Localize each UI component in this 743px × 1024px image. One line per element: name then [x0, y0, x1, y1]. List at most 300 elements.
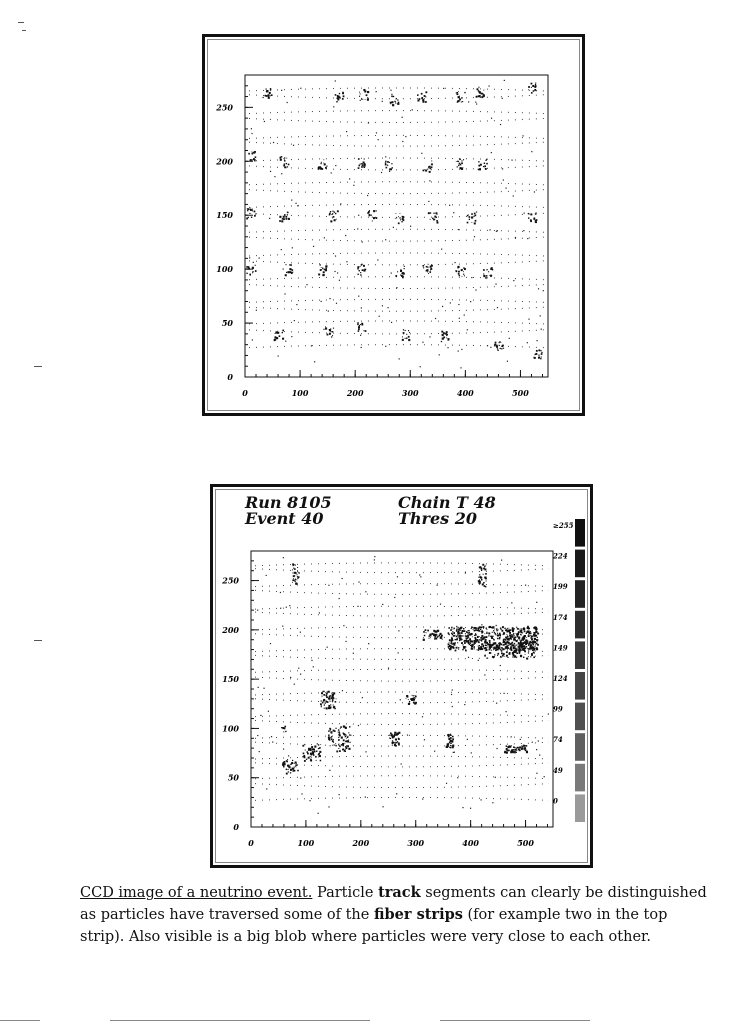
hit-pixel	[358, 330, 360, 332]
hit-pixel	[488, 271, 489, 272]
hit-pixel	[528, 644, 530, 646]
hit-pixel	[490, 268, 492, 270]
hit-pixel	[323, 329, 324, 330]
hit-pixel	[297, 574, 298, 575]
hit-pixel	[436, 634, 437, 635]
hit-pixel	[488, 632, 490, 634]
hit-pixel	[522, 628, 523, 629]
noise-pixel	[400, 699, 401, 700]
hit-pixel	[331, 693, 332, 694]
noise-pixel	[540, 350, 541, 351]
hit-pixel	[396, 734, 398, 736]
hit-pixel	[318, 274, 320, 276]
hit-pixel	[455, 635, 456, 636]
noise-pixel	[423, 267, 424, 268]
hit-pixel	[413, 700, 414, 701]
hit-pixel	[485, 645, 486, 646]
hit-pixel	[282, 332, 283, 333]
hit-pixel	[484, 585, 485, 586]
noise-pixel	[297, 205, 298, 206]
noise-pixel	[345, 235, 346, 236]
hit-pixel	[539, 349, 541, 351]
hit-pixel	[516, 627, 517, 628]
hit-pixel	[497, 633, 498, 634]
noise-pixel	[313, 246, 314, 247]
hit-pixel	[391, 96, 393, 98]
hit-pixel	[499, 647, 500, 648]
hit-pixel	[523, 648, 525, 650]
hit-pixel	[461, 630, 463, 632]
noise-pixel	[420, 366, 421, 367]
hit-pixel	[479, 168, 481, 170]
noise-pixel	[376, 132, 377, 133]
hit-pixel	[425, 101, 427, 103]
hit-pixel	[310, 753, 312, 755]
hit-pixel	[395, 103, 396, 104]
hit-pixel	[328, 691, 330, 693]
hit-pixel	[330, 328, 331, 329]
hit-pixel	[288, 164, 290, 166]
hit-pixel	[449, 639, 451, 641]
hit-pixel	[396, 742, 397, 743]
noise-pixel	[507, 361, 508, 362]
hit-pixel	[339, 97, 341, 99]
hit-pixel	[485, 168, 487, 170]
hit-pixel	[529, 643, 531, 645]
hit-pixel	[406, 698, 407, 699]
noise-pixel	[461, 349, 462, 350]
hit-pixel	[459, 275, 461, 277]
noise-pixel	[480, 799, 481, 800]
noise-pixel	[301, 793, 302, 794]
hit-pixel	[483, 574, 484, 575]
hit-pixel	[457, 627, 458, 628]
hit-pixel	[535, 641, 536, 642]
hit-pixel	[508, 638, 510, 640]
hit-pixel	[376, 217, 377, 218]
hit-pixel	[505, 639, 506, 640]
hit-pixel	[485, 565, 486, 566]
hit-pixel	[461, 637, 462, 638]
hit-pixel	[476, 641, 477, 642]
hit-pixel	[292, 563, 294, 565]
hit-pixel	[521, 747, 522, 748]
hit-pixel	[471, 216, 473, 218]
hit-pixel	[507, 752, 508, 753]
hit-pixel	[453, 635, 455, 637]
noise-pixel	[481, 624, 482, 625]
hit-pixel	[491, 627, 492, 628]
hit-pixel	[503, 639, 505, 641]
y-tick-label: 0	[227, 372, 233, 382]
hit-pixel	[476, 96, 478, 98]
noise-pixel	[536, 340, 537, 341]
fiber-strip-row	[255, 563, 549, 566]
noise-pixel	[328, 806, 329, 807]
hit-pixel	[523, 645, 525, 647]
hit-pixel	[465, 635, 466, 636]
hit-pixel	[284, 214, 286, 216]
noise-pixel	[251, 133, 252, 134]
hit-pixel	[511, 638, 512, 639]
hit-pixel	[439, 634, 440, 635]
hit-pixel	[531, 653, 533, 655]
noise-pixel	[358, 215, 359, 216]
hit-pixel	[250, 213, 251, 214]
hit-pixel	[247, 266, 249, 268]
hit-pixel	[286, 769, 287, 770]
hit-pixel	[507, 632, 508, 633]
hit-pixel	[290, 772, 291, 773]
hit-pixel	[489, 275, 490, 276]
hit-pixel	[518, 749, 519, 750]
hit-pixel	[481, 579, 483, 581]
hit-pixel	[450, 629, 452, 631]
hit-pixel	[478, 630, 479, 631]
hit-pixel	[284, 763, 285, 764]
hit-pixel	[533, 90, 535, 92]
color-scale-swatch	[575, 672, 585, 700]
hit-pixel	[376, 210, 377, 211]
noise-pixel	[396, 793, 397, 794]
hit-pixel	[455, 270, 456, 271]
hit-pixel	[292, 569, 293, 570]
hit-pixel	[452, 738, 454, 740]
hit-pixel	[327, 691, 328, 692]
hit-pixel	[474, 635, 475, 636]
hit-pixel	[486, 275, 487, 276]
x-tick-label: 500	[517, 838, 534, 848]
hit-pixel	[465, 633, 466, 634]
hit-pixel	[310, 758, 311, 759]
hit-pixel	[523, 627, 524, 628]
noise-pixel	[460, 367, 461, 368]
hit-pixel	[526, 658, 528, 660]
hit-pixel	[357, 274, 358, 275]
hit-pixel	[500, 656, 501, 657]
hit-pixel	[448, 646, 450, 648]
hit-pixel	[462, 276, 463, 277]
hit-pixel	[456, 638, 458, 640]
noise-pixel	[299, 572, 300, 573]
hit-pixel	[360, 163, 361, 164]
hit-pixel	[271, 94, 273, 96]
noise-pixel	[476, 103, 477, 104]
hit-pixel	[357, 268, 358, 269]
noise-pixel	[505, 711, 506, 712]
hit-pixel	[246, 266, 247, 267]
scan-mark	[34, 366, 42, 367]
hit-pixel	[336, 101, 337, 102]
color-scale-swatch	[575, 580, 585, 608]
hit-pixel	[291, 264, 292, 265]
hit-pixel	[251, 151, 252, 152]
hit-pixel	[344, 750, 346, 752]
hit-pixel	[330, 704, 331, 705]
noise-pixel	[548, 713, 549, 714]
noise-pixel	[541, 329, 542, 330]
hit-pixel	[335, 701, 337, 703]
hit-pixel	[454, 642, 455, 643]
hit-pixel	[535, 82, 536, 83]
hit-pixel	[321, 162, 322, 163]
hit-pixel	[367, 97, 368, 98]
hit-pixel	[320, 760, 321, 761]
hit-pixel	[412, 695, 413, 696]
hit-pixel	[478, 649, 479, 650]
hit-pixel	[461, 269, 463, 271]
hit-pixel	[328, 730, 329, 731]
hit-pixel	[385, 164, 387, 166]
y-tick-label: 50	[221, 318, 233, 329]
hit-pixel	[395, 275, 397, 277]
hit-pixel	[284, 728, 286, 730]
noise-pixel	[281, 173, 282, 174]
noise-pixel	[421, 153, 422, 154]
hit-pixel	[449, 747, 450, 748]
hit-pixel	[357, 266, 359, 268]
noise-pixel	[357, 606, 358, 607]
noise-pixel	[379, 316, 380, 317]
hit-pixel	[322, 696, 323, 697]
hit-pixel	[428, 264, 429, 265]
noise-pixel	[331, 172, 332, 173]
noise-pixel	[362, 697, 363, 698]
hit-pixel	[313, 754, 314, 755]
noise-pixel	[272, 741, 273, 742]
hit-pixel	[253, 152, 255, 154]
hit-pixel	[248, 153, 250, 155]
hit-pixel	[345, 747, 347, 749]
fiber-strip-row	[249, 321, 544, 324]
noise-pixel	[342, 690, 343, 691]
hit-pixel	[359, 325, 360, 326]
hit-pixel	[530, 632, 531, 633]
hit-pixel	[474, 637, 476, 639]
hit-pixel	[404, 268, 405, 269]
color-scale-swatch	[575, 550, 585, 578]
hit-pixel	[490, 636, 491, 637]
hit-pixel	[510, 746, 512, 748]
hit-pixel	[517, 747, 519, 749]
hit-pixel	[419, 98, 420, 99]
hit-pixel	[446, 331, 448, 333]
hit-pixel	[516, 657, 517, 658]
hit-pixel	[537, 644, 539, 646]
hit-pixel	[397, 99, 398, 100]
hit-pixel	[329, 695, 331, 697]
hit-pixel	[400, 213, 401, 214]
hit-pixel	[459, 158, 461, 160]
hit-pixel	[277, 332, 279, 334]
hit-pixel	[422, 99, 424, 101]
noise-pixel	[429, 180, 430, 181]
hit-pixel	[323, 699, 325, 701]
noise-pixel	[422, 798, 423, 799]
hit-pixel	[359, 92, 360, 93]
hit-pixel	[532, 638, 533, 639]
hit-pixel	[287, 214, 288, 215]
hit-pixel	[484, 636, 486, 638]
hit-pixel	[441, 341, 442, 342]
noise-pixel	[478, 660, 479, 661]
noise-pixel	[536, 773, 537, 774]
hit-pixel	[480, 629, 481, 630]
noise-pixel	[513, 280, 514, 281]
hit-pixel	[328, 705, 330, 707]
hit-pixel	[324, 708, 325, 709]
hit-pixel	[255, 270, 257, 272]
hit-pixel	[516, 634, 517, 635]
hit-pixel	[457, 634, 458, 635]
hit-pixel	[329, 213, 331, 215]
hit-pixel	[439, 635, 440, 636]
hit-pixel	[338, 744, 339, 745]
noise-pixel	[313, 666, 314, 667]
hit-pixel	[409, 332, 410, 333]
hit-pixel	[458, 271, 460, 273]
noise-pixel	[358, 725, 359, 726]
fiber-strip-row	[249, 204, 544, 207]
hit-pixel	[520, 641, 521, 642]
hit-pixel	[520, 628, 521, 629]
hit-pixel	[323, 163, 324, 164]
hit-pixel	[536, 647, 538, 649]
hit-pixel	[485, 586, 486, 587]
noise-pixel	[462, 101, 463, 102]
hit-pixel	[427, 267, 428, 268]
hit-pixel	[294, 564, 295, 565]
hit-pixel	[332, 699, 334, 701]
noise-pixel	[324, 237, 325, 238]
hit-pixel	[402, 272, 404, 274]
hit-pixel	[448, 632, 449, 633]
noise-pixel	[319, 612, 320, 613]
hit-pixel	[493, 644, 495, 646]
hit-pixel	[461, 160, 462, 161]
hit-pixel	[481, 630, 483, 632]
noise-pixel	[274, 176, 275, 177]
hit-pixel	[254, 211, 256, 213]
hit-pixel	[296, 764, 298, 766]
hit-pixel	[448, 627, 450, 629]
hit-pixel	[483, 582, 484, 583]
hit-pixel	[335, 728, 336, 729]
noise-pixel	[340, 203, 341, 204]
hit-pixel	[528, 635, 530, 637]
hit-pixel	[434, 631, 436, 633]
hit-pixel	[407, 696, 409, 698]
color-scale-label: 174	[553, 612, 568, 622]
hit-pixel	[391, 734, 393, 736]
hit-pixel	[423, 639, 425, 641]
hit-pixel	[251, 159, 252, 160]
hit-pixel	[332, 331, 333, 332]
hit-pixel	[312, 748, 314, 750]
hit-pixel	[333, 705, 334, 706]
hit-pixel	[369, 210, 370, 211]
hit-pixel	[507, 628, 508, 629]
hit-pixel	[424, 635, 425, 636]
hit-pixel	[502, 645, 503, 646]
hit-pixel	[331, 336, 332, 337]
noise-pixel	[327, 647, 328, 648]
hit-pixel	[314, 751, 316, 753]
hit-pixel	[457, 92, 458, 93]
hit-pixel	[464, 640, 466, 642]
hit-pixel	[391, 163, 392, 164]
noise-pixel	[257, 609, 258, 610]
hit-pixel	[330, 731, 332, 733]
noise-pixel	[388, 667, 389, 668]
noise-pixel	[458, 350, 459, 351]
hit-pixel	[329, 701, 330, 702]
hit-pixel	[365, 330, 367, 332]
hit-pixel	[338, 748, 339, 749]
noise-pixel	[491, 118, 492, 119]
hit-pixel	[478, 165, 480, 167]
hit-pixel	[479, 574, 480, 575]
hit-pixel	[455, 650, 457, 652]
hit-pixel	[424, 630, 425, 631]
hit-pixel	[478, 580, 480, 582]
noise-pixel	[263, 688, 264, 689]
hit-pixel	[320, 744, 321, 745]
hit-pixel	[405, 338, 406, 339]
hit-pixel	[399, 217, 400, 218]
hit-pixel	[250, 209, 252, 211]
noise-pixel	[464, 314, 465, 315]
hit-pixel	[517, 628, 518, 629]
hit-pixel	[457, 101, 459, 103]
x-tick-label: 100	[291, 388, 309, 398]
hit-pixel	[514, 647, 515, 648]
hit-pixel	[534, 638, 535, 639]
hit-pixel	[325, 265, 327, 267]
hit-pixel	[514, 639, 516, 641]
color-scale-swatch	[575, 611, 585, 639]
hit-pixel	[330, 729, 331, 730]
hit-pixel	[400, 219, 401, 220]
hit-pixel	[522, 639, 524, 641]
hit-pixel	[506, 745, 508, 747]
hit-pixel	[294, 763, 295, 764]
hit-pixel	[295, 582, 297, 584]
hit-pixel	[530, 656, 531, 657]
hit-pixel	[286, 158, 287, 159]
hit-pixel	[362, 164, 364, 166]
fiber-strip-row	[249, 330, 544, 334]
noise-pixel	[358, 581, 359, 582]
hit-pixel	[394, 732, 396, 734]
x-tick-label: 300	[407, 838, 425, 848]
noise-pixel	[442, 306, 443, 307]
hit-pixel	[533, 635, 534, 636]
hit-pixel	[491, 637, 493, 639]
color-scale-swatch	[575, 794, 585, 822]
hit-pixel	[431, 163, 433, 165]
hit-pixel	[284, 726, 286, 728]
hit-pixel	[530, 631, 531, 632]
hit-pixel	[322, 275, 323, 276]
hit-pixel	[458, 647, 459, 648]
hit-pixel	[540, 358, 541, 359]
noise-pixel	[397, 576, 398, 577]
noise-pixel	[309, 800, 310, 801]
hit-pixel	[504, 656, 505, 657]
noise-pixel	[300, 777, 301, 778]
hit-pixel	[493, 639, 494, 640]
